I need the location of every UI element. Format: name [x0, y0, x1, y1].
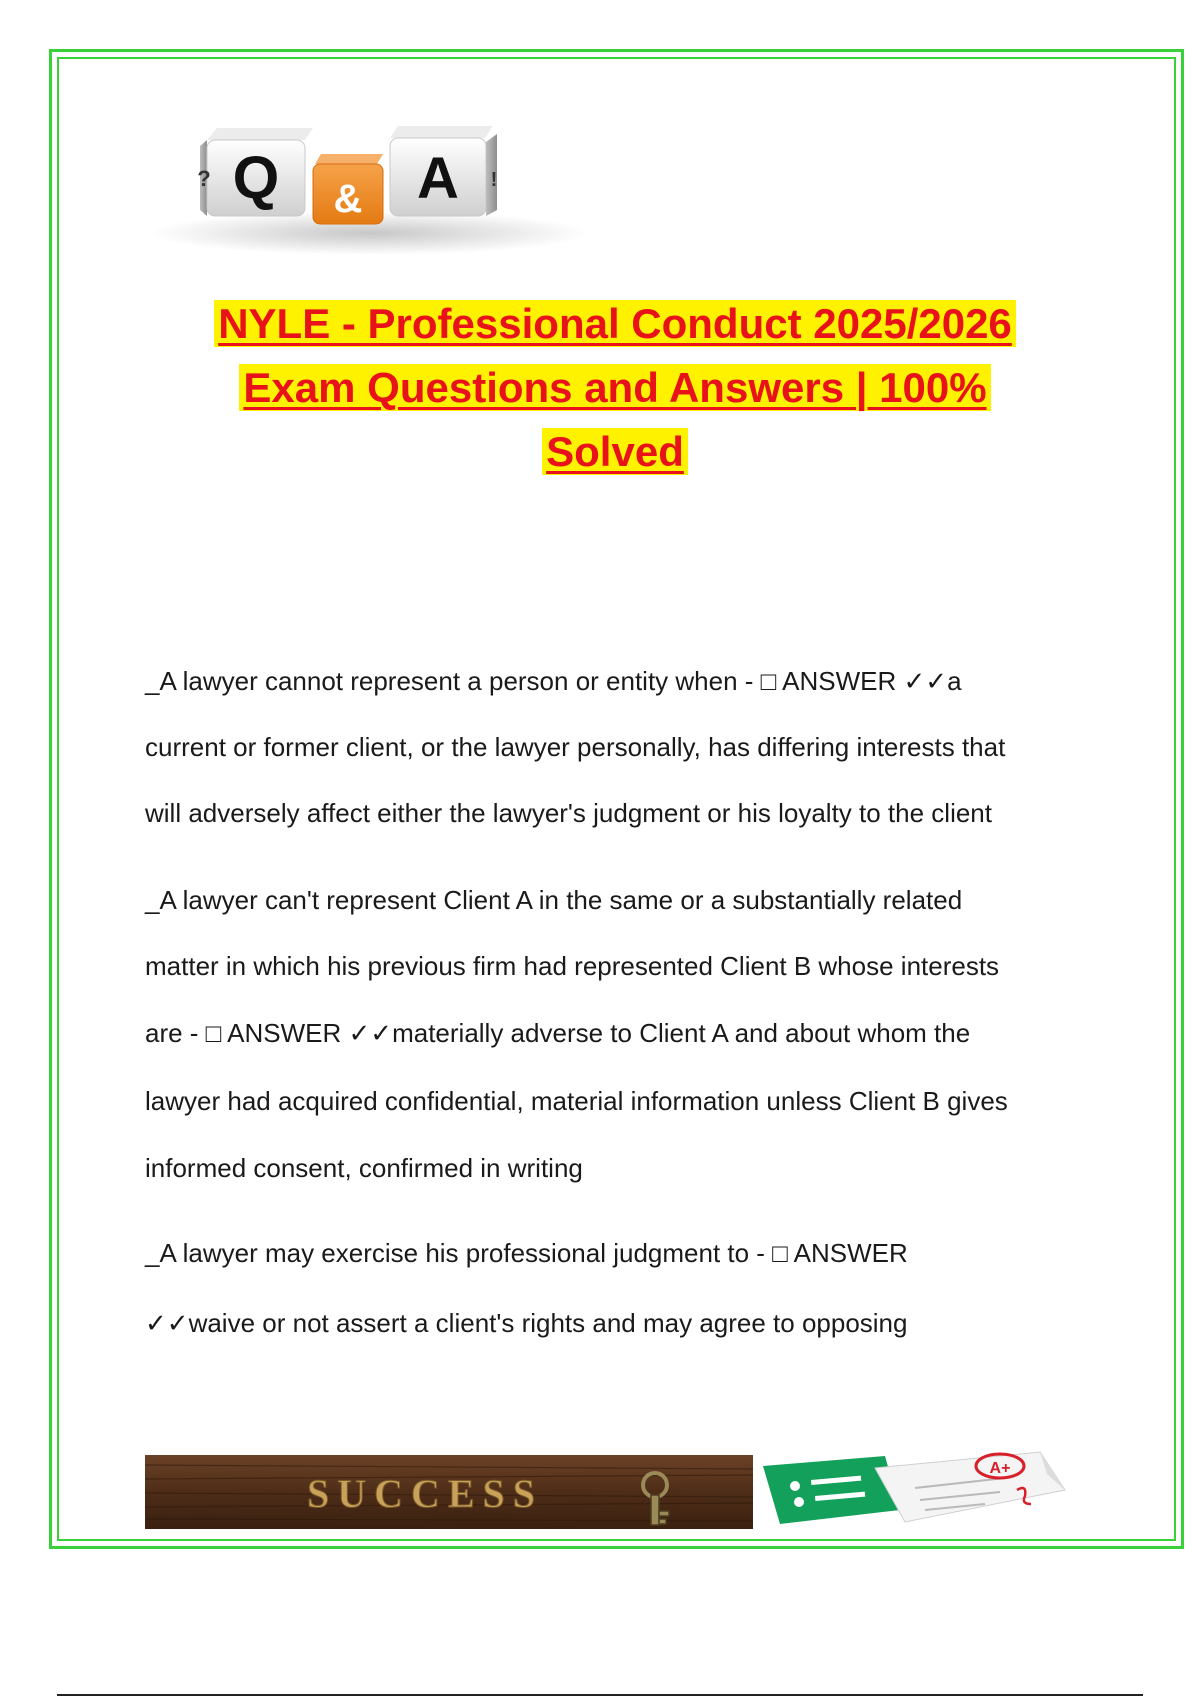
q-die — [197, 128, 313, 216]
checklist-icon — [763, 1456, 900, 1524]
graded-paper-icon — [875, 1452, 1065, 1522]
title-line-1: NYLE - Professional Conduct 2025/2026 — [214, 300, 1016, 347]
qa-line: _A lawyer may exercise his professional judgment to - □ ANSWER — [145, 1238, 908, 1268]
svg-text:!: ! — [490, 169, 498, 191]
qa-line: informed consent, confirmed in writing — [145, 1153, 583, 1183]
qa-dice-logo — [145, 88, 595, 263]
qa-line: will adversely affect either the lawyer's judgment or his loyalty to the client — [145, 798, 992, 828]
qa-line: matter in which his previous firm had represented Client B whose interests — [145, 951, 1000, 981]
qa-line: ✓✓waive or not assert a client's rights and may agree to opposing — [145, 1308, 908, 1338]
grade-mark: A+ — [989, 1460, 1011, 1477]
qa-line: current or former client, or the lawyer personally, has differing interests that — [145, 732, 1006, 762]
qa-line: _A lawyer cannot represent a person or entity when - □ ANSWER ✓✓a — [145, 666, 962, 696]
qa-line: _A lawyer can't represent Client A in the same or a substantially related — [145, 885, 963, 915]
qa-line: are - □ ANSWER ✓✓materially adverse to Client A and about whom the — [145, 1018, 971, 1048]
svg-text:?: ? — [197, 166, 211, 191]
success-text: SUCCESS — [306, 1471, 544, 1516]
a-letter: A — [417, 146, 459, 211]
q-letter: Q — [232, 144, 280, 211]
success-banner — [145, 1455, 753, 1529]
title-line-3: Solved — [542, 428, 688, 475]
qa-item — [145, 1218, 1105, 1358]
a-die — [390, 126, 497, 216]
ampersand-letter: & — [333, 177, 363, 221]
qa-item — [145, 648, 1105, 846]
title-line-2: Exam Questions and Answers | 100% — [239, 364, 990, 411]
qa-line: lawyer had acquired confidential, material information unless Client B gives — [145, 1086, 1008, 1116]
ampersand-die — [313, 154, 383, 224]
graded-paper-graphic — [755, 1448, 1075, 1528]
footer-rule — [57, 1694, 1143, 1696]
qa-item — [145, 867, 1105, 1201]
document-title — [110, 292, 1120, 484]
